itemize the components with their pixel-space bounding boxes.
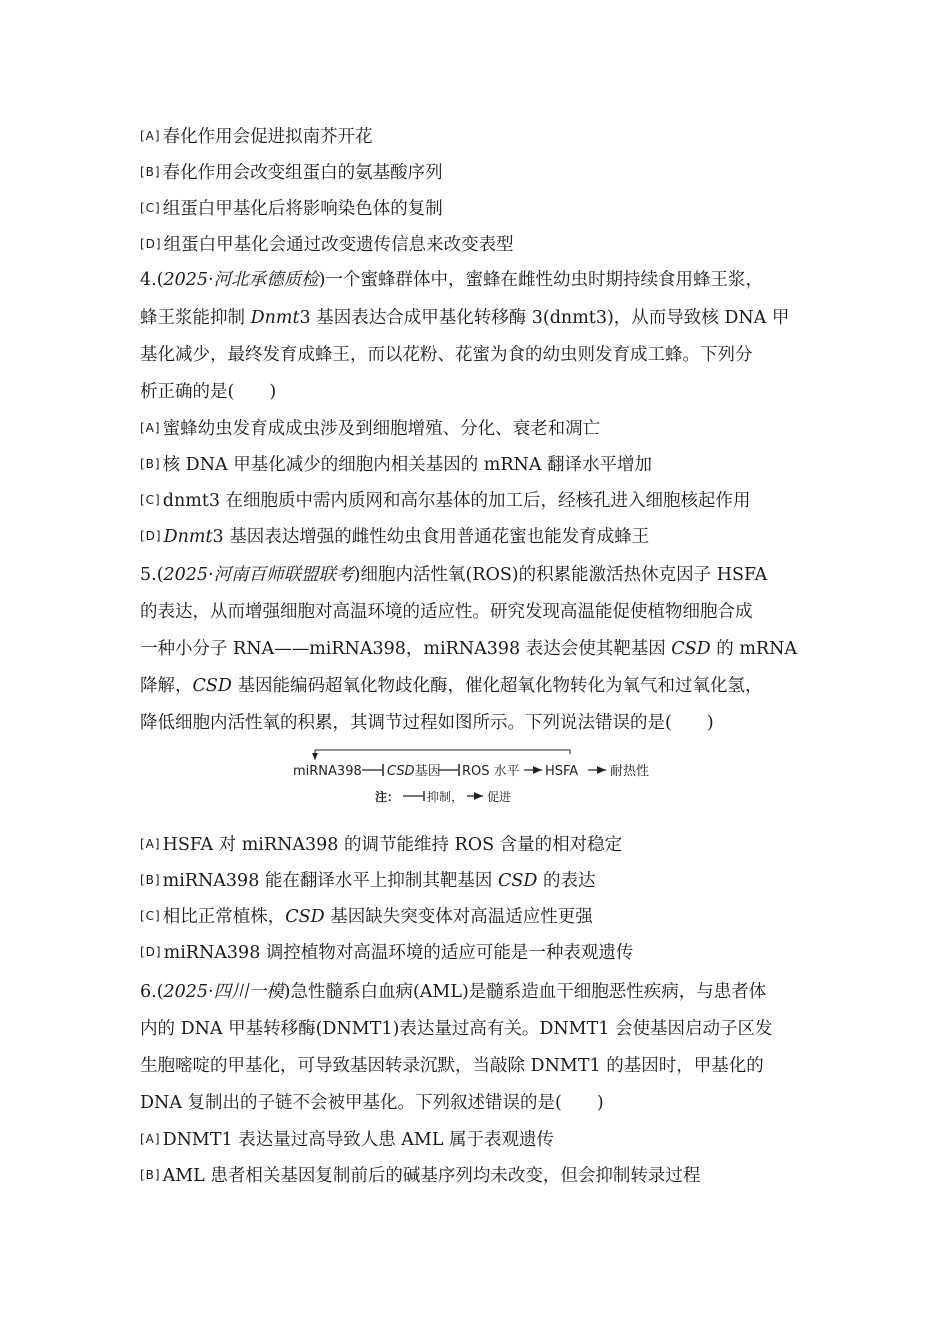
stem-text: )一个蜜蜂群体中，蜜蜂在雌性幼虫时期持续食用蜂王浆， — [318, 270, 763, 290]
stem-text: )细胞内活性氧(ROS)的积累能激活热休克因子 HSFA — [353, 565, 768, 585]
option-text: AML 患者相关基因复制前后的碱基序列均未改变，但会抑制转录过程 — [162, 1166, 701, 1186]
gene-name: CSD — [671, 639, 711, 659]
option-text: 蜜蜂幼虫发育成成虫涉及到细胞增殖、分化、衰老和凋亡 — [162, 419, 601, 439]
option-tag: [C] — [140, 201, 161, 215]
gene-name: CSD — [192, 676, 232, 696]
option-text: 组蛋白甲基化后将影响染色体的复制 — [162, 199, 443, 219]
gene-name: Dnmt — [163, 527, 213, 547]
q4-stem-line-2 — [140, 306, 789, 330]
q4-stem-line-3: 基化减少，最终发育成蜂王，而以花粉、花蜜为食的幼虫则发育成工蜂。下列分 — [140, 345, 753, 365]
option-tag: [D] — [140, 529, 162, 543]
option-tag: [D] — [140, 237, 162, 251]
q5-option-d[interactable] — [140, 940, 633, 965]
node-hsfa: HSFA — [545, 764, 579, 779]
question-number: 4.( — [140, 270, 164, 290]
option-text: 3 基因表达增强的雌性幼虫食用普通花蜜也能发育成蜂王 — [212, 527, 650, 547]
legend-promote: 促进 — [487, 790, 512, 804]
q5-option-b[interactable] — [140, 868, 595, 893]
q5-stem-line-1 — [140, 563, 767, 587]
q4-option-b[interactable] — [140, 452, 652, 477]
stem-text: 降解， — [140, 676, 193, 696]
option-tag: [B] — [140, 165, 161, 179]
option-text: 春化作用会改变组蛋白的氨基酸序列 — [162, 163, 443, 183]
q3-option-d[interactable] — [140, 232, 514, 257]
option-tag: [A] — [140, 421, 161, 435]
node-csd-gene: CSD基因 — [387, 764, 441, 779]
option-text: miRNA398 调控植物对高温环境的适应可能是一种表观遗传 — [163, 943, 634, 963]
option-tag: [A] — [140, 837, 161, 851]
q6-stem-line-4: DNA 复制出的子链不会被甲基化。下列叙述错误的是( ) — [140, 1093, 604, 1113]
q5-stem-line-3 — [140, 637, 797, 661]
q5-stem-line-5: 降低细胞内活性氧的积累，其调节过程如图所示。下列说法错误的是( ) — [140, 713, 714, 733]
option-text: DNMT1 表达量过高导致人患 AML 属于表观遗传 — [162, 1130, 555, 1150]
stem-text: 基因能编码超氧化物歧化酶，催化超氧化物转化为氧气和过氧化氢， — [231, 676, 763, 696]
option-tag: [A] — [140, 1132, 161, 1146]
option-tag: [B] — [140, 457, 161, 471]
option-text: 核 DNA 甲基化减少的细胞内相关基因的 mRNA 翻译水平增加 — [162, 455, 653, 475]
question-source: 2025·河北承德质检 — [163, 270, 319, 290]
q5-stem-line-4 — [140, 674, 762, 698]
q6-option-b[interactable] — [140, 1163, 700, 1188]
option-tag: [C] — [140, 909, 161, 923]
legend-inhibit: 抑制， — [427, 790, 464, 804]
q5-option-a[interactable] — [140, 832, 622, 857]
q4-stem-line-4: 析正确的是( ) — [140, 382, 277, 402]
stem-text: 3 基因表达合成甲基化转移酶 3(dnmt3)，从而导致核 DNA 甲 — [299, 308, 790, 328]
regulation-diagram — [290, 748, 670, 808]
question-number: 5.( — [140, 565, 164, 585]
gene-name: Dnmt — [250, 308, 300, 328]
option-text: 春化作用会促进拟南芥开花 — [162, 127, 373, 147]
legend-label: 注： — [375, 790, 400, 804]
q4-option-a[interactable] — [140, 416, 600, 441]
option-text: 基因缺失突变体对高温适应性更强 — [324, 907, 593, 927]
q3-option-c[interactable] — [140, 196, 443, 221]
q6-stem-line-1 — [140, 980, 766, 1004]
q4-stem-line-1 — [140, 268, 763, 292]
option-text: dnmt3 在细胞质中需内质网和高尔基体的加工后，经核孔进入细胞核起作用 — [162, 491, 751, 511]
option-text: miRNA398 能在翻译水平上抑制其靶基因 — [162, 871, 498, 891]
option-text: 的表达 — [537, 871, 596, 891]
option-tag: [A] — [140, 129, 161, 143]
stem-text: 蜂王浆能抑制 — [140, 308, 251, 328]
q6-stem-line-2: 内的 DNA 甲基转移酶(DNMT1)表达量过高有关。DNMT1 会使基因启动子区发 — [140, 1019, 773, 1039]
option-tag: [D] — [140, 945, 162, 959]
question-source: 2025·河南百师联盟联考 — [163, 565, 354, 585]
q5-stem-line-2: 的表达，从而增强细胞对高温环境的适应性。研究发现高温能促使植物细胞合成 — [140, 602, 753, 622]
q6-stem-line-3: 生胞嘧啶的甲基化，可导致基因转录沉默，当敲除 DNMT1 的基因时，甲基化的 — [140, 1056, 764, 1076]
option-text: 组蛋白甲基化会通过改变遗传信息来改变表型 — [163, 235, 514, 255]
question-number: 6.( — [140, 982, 164, 1002]
stem-text: )急性髓系白血病(AML)是髓系造血干细胞恶性疾病，与患者体 — [283, 982, 767, 1002]
q3-option-a[interactable] — [140, 124, 373, 149]
q6-option-a[interactable] — [140, 1127, 554, 1152]
option-tag: [B] — [140, 1168, 161, 1182]
q3-option-b[interactable] — [140, 160, 443, 185]
option-text: 相比正常植株， — [162, 907, 286, 927]
q5-option-c[interactable] — [140, 904, 593, 929]
q4-option-c[interactable] — [140, 488, 751, 513]
node-ros-level: ROS 水平 — [462, 764, 520, 779]
option-tag: [B] — [140, 873, 161, 887]
gene-name: CSD — [497, 871, 538, 891]
gene-name: CSD — [285, 907, 325, 927]
feedback-arrow — [315, 750, 570, 760]
option-tag: [C] — [140, 493, 161, 507]
node-heat-tolerance: 耐热性 — [610, 764, 650, 779]
option-text: HSFA 对 miRNA398 的调节能维持 ROS 含量的相对稳定 — [162, 835, 623, 855]
q4-option-d[interactable] — [140, 524, 649, 549]
question-source: 2025·四川一模 — [163, 982, 284, 1002]
node-mirna398: miRNA398 — [293, 764, 362, 779]
stem-text: 一种小分子 RNA——miRNA398，miRNA398 表达会使其靶基因 — [140, 639, 672, 659]
stem-text: 的 mRNA — [710, 639, 798, 659]
